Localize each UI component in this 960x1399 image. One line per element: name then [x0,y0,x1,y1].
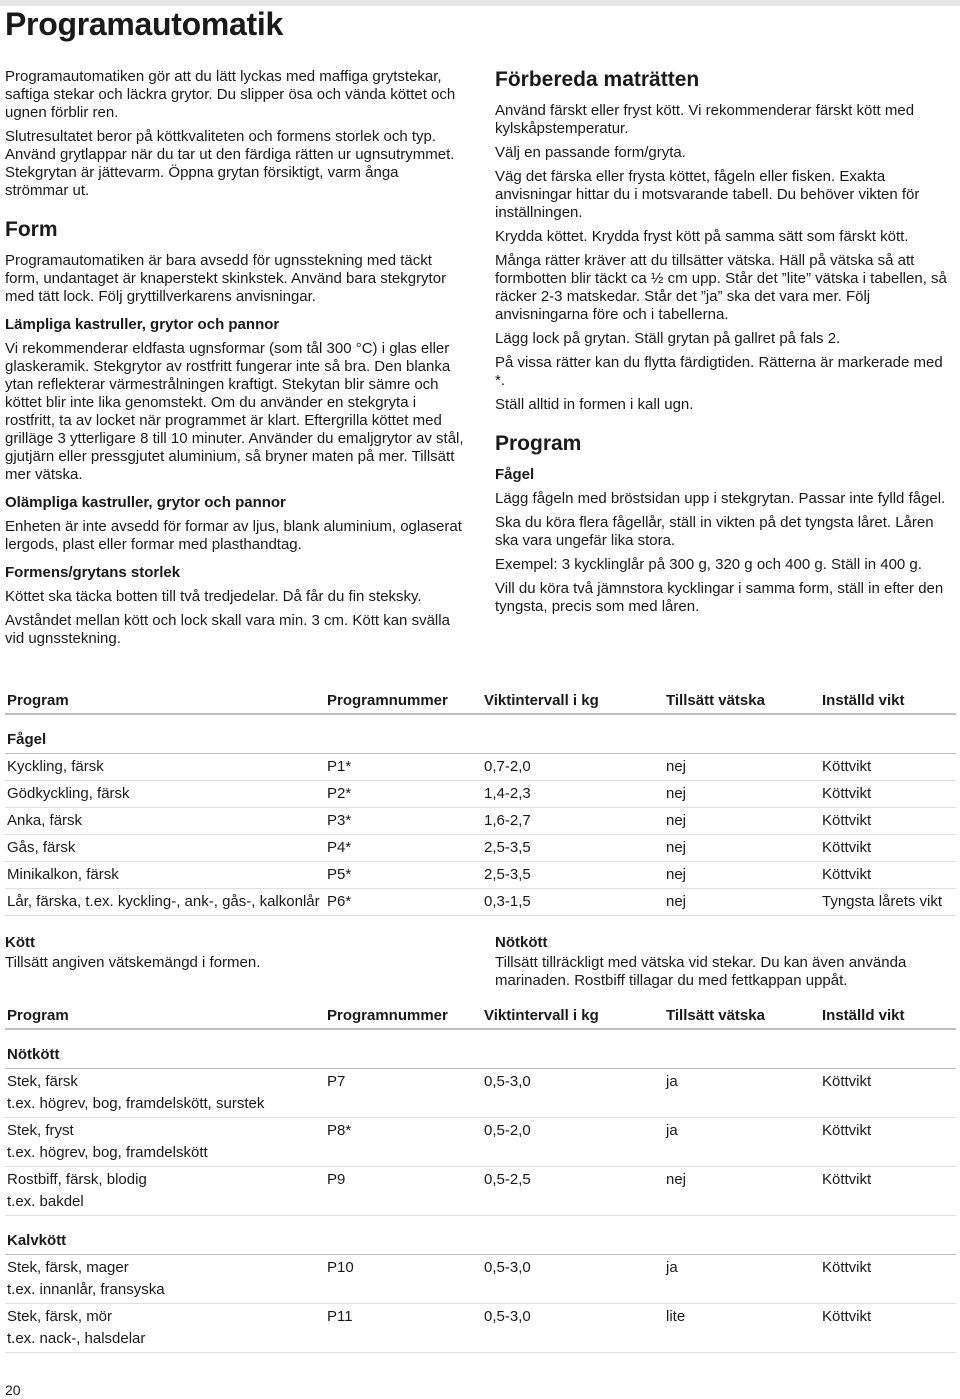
beef-paragraph: Tillsätt tillräckligt med vätska vid stekar. Du kan även använda marinaden. Rostbiff tillagar du med fettkappan uppåt. [495,954,907,989]
prep-paragraph: Krydda köttet. Krydda fryst kött på samma sätt som färskt kött. [495,228,909,245]
table-subrow [5,1191,956,1216]
cell-number: P4* [325,835,482,862]
cell-set-weight: Köttvikt [822,1122,872,1139]
cell-example: t.ex. högrev, bog, framdelskött, surstek [5,1093,956,1118]
table-subrow [5,1142,956,1167]
cell-program: Anka, färsk [5,808,325,835]
cell-weight: 0,5-3,0 [484,1259,531,1276]
meat-heading: Kött [5,934,35,951]
cell-example: t.ex. innanlår, fransyska [5,1279,956,1304]
cell-number: P5* [325,862,482,889]
cell-program: Kyckling, färsk [5,754,325,781]
table-group-row [5,1029,956,1069]
size-paragraph: Avståndet mellan kött och lock skall vara min. 3 cm. Kött kan svälla vid ugnsstekning. [5,612,450,647]
meat-paragraph: Tillsätt angiven vätskemängd i formen. [5,954,261,971]
table-row [5,862,956,889]
form-paragraph: Programautomatiken är bara avsedd för ugnsstekning med täckt form, undantaget är knaperstekt skinkstek. Använd bara stekgrytor med tätt lock. Följ gryttillverkarens anvisningar. [5,252,447,305]
bird-heading: Fågel [495,466,535,483]
header-program-number: Programnummer [325,1001,482,1029]
cell-number: P3* [325,808,482,835]
beef-heading: Nötkött [495,934,548,951]
cell-liquid: nej [664,835,820,862]
cell-liquid: nej [664,808,820,835]
cell-liquid: nej [664,862,820,889]
right-column [495,68,955,622]
suitable-paragraph: Vi rekommenderar eldfasta ugnsformar (som tål 300 °C) i glas eller glaskeramik. Stekgrytor av rostfritt fungerar inte så bra. Den blanka ytan reflekterar värmestrålningen kraftigt. Stekytan blir sämre och köttet blir inte lika genomstekt. Om du använder en stekgryta i rostfritt, ta av locket när programmet är klart. Eftergrilla köttet med grilläge 3 ytterligare 8 till 10 minuter. Använder du emaljgrytor av stål, gjutjärn eller pressgjutet aluminium, så bryner maten på mer. Tillsätt mer vätska. [5,340,464,483]
table-group-row [5,1216,956,1255]
cell-liquid: nej [664,754,820,781]
table-row [5,1069,956,1094]
header-add-liquid: Tillsätt vätska [664,686,820,714]
cell-set-weight: Köttvikt [820,862,956,889]
cell-weight: 2,5-3,5 [482,862,664,889]
table-row [5,808,956,835]
cell-example: t.ex. bakdel [5,1191,956,1216]
table-subrow [5,1279,956,1304]
cell-set-weight: Köttvikt [822,1308,872,1325]
cell-program: Stek, fryst [7,1122,74,1139]
table-row [5,1167,956,1192]
cell-liquid: nej [664,889,820,916]
header-add-liquid: Tillsätt vätska [664,1001,820,1029]
table-row [5,1304,956,1329]
cell-weight: 0,5-3,0 [484,1308,531,1325]
bird-paragraph: Lägg fågeln med bröstsidan upp i stekgrytan. Passar inte fylld fågel. [495,490,946,507]
cell-weight: 1,4-2,3 [482,781,664,808]
prep-paragraph: På vissa rätter kan du flytta färdigtiden. Rätterna är markerade med *. [495,354,943,389]
table-row [5,835,956,862]
header-program: Program [5,1001,325,1029]
table-row [5,889,956,916]
meat-note [5,934,465,972]
cell-weight: 0,3-1,5 [482,889,664,916]
cell-set-weight: Köttvikt [822,1073,872,1090]
prep-paragraph: Välj en passande form/gryta. [495,144,686,161]
cell-program: Stek, färsk, mager [7,1259,129,1276]
prep-paragraph: Väg det färska eller frysta köttet, fågeln eller fisken. Exakta anvisningar hittar du i motsvarande tabell. Du behöver vikten för inställningen. [495,168,920,221]
form-heading: Form [5,218,58,241]
cell-weight: 2,5-3,5 [482,835,664,862]
prep-paragraph: Ställ alltid in formen i kall ugn. [495,396,694,413]
unsuitable-heading: Olämpliga kastruller, grytor och pannor [5,494,286,511]
cell-number: P11 [327,1308,353,1325]
group-label: Kalvkött [5,1216,956,1255]
cell-number: P8* [327,1122,352,1139]
cell-example: t.ex. nack-, halsdelar [5,1328,956,1353]
table-group-row [5,714,956,754]
prep-heading: Förbereda maträtten [495,68,700,91]
prep-paragraph: Lägg lock på grytan. Ställ grytan på gallret på fals 2. [495,330,841,347]
beef-note [495,934,955,990]
cell-liquid: nej [664,781,820,808]
header-weight-range: Viktintervall i kg [482,1001,664,1029]
cell-number: P1* [325,754,482,781]
cell-liquid: nej [666,1171,687,1188]
prep-paragraph: Använd färskt eller fryst kött. Vi rekommenderar färskt kött med kylskåpstemperatur. [495,102,915,137]
cell-number: P9 [327,1171,346,1188]
table-header-row [5,686,956,714]
cell-number: P6* [325,889,482,916]
header-program-number: Programnummer [325,686,482,714]
cell-liquid: ja [666,1259,678,1276]
cell-number: P2* [325,781,482,808]
table-row [5,1118,956,1143]
table-subrow [5,1328,956,1353]
cell-number: P7 [327,1073,346,1090]
page-number: 20 [5,1382,21,1398]
cell-set-weight: Köttvikt [822,1171,872,1188]
suitable-heading: Lämpliga kastruller, grytor och pannor [5,316,280,333]
cell-example: t.ex. högrev, bog, framdelskött [5,1142,956,1167]
cell-program: Minikalkon, färsk [5,862,325,889]
header-set-weight: Inställd vikt [820,1001,956,1029]
cell-liquid: ja [666,1122,678,1139]
group-label: Fågel [5,714,956,754]
cell-set-weight: Köttvikt [820,835,956,862]
table-row [5,1255,956,1280]
header-set-weight: Inställd vikt [820,686,956,714]
table-subrow [5,1093,956,1118]
cell-weight: 1,6-2,7 [482,808,664,835]
bird-paragraph: Vill du köra två jämnstora kycklingar i samma form, ställ in efter den tyngsta, precis som med låren. [495,580,944,615]
header-weight-range: Viktintervall i kg [482,686,664,714]
intro-paragraph: Slutresultatet beror på köttkvaliteten och formens storlek och typ. Använd grytlappar när du tar ut den färdiga rätten ur ugnsutrymmet. Stekgrytan är jättevarm. Öppna grytan försiktigt, varm ånga strömmar ut. [5,128,455,199]
size-paragraph: Köttet ska täcka botten till två tredjedelar. Då får du fin steksky. [5,588,422,605]
cell-weight: 0,7-2,0 [482,754,664,781]
cell-set-weight: Tyngsta lårets vikt [820,889,956,916]
cell-number: P10 [327,1259,354,1276]
cell-program: Stek, färsk, mör [7,1308,113,1325]
program-heading: Program [495,432,582,455]
table-row [5,781,956,808]
size-heading: Formens/grytans storlek [5,564,181,581]
cell-liquid: ja [666,1073,678,1090]
poultry-table [5,686,956,916]
cell-liquid: lite [666,1308,686,1325]
bird-paragraph: Exempel: 3 kycklinglår på 300 g, 320 g och 400 g. Ställ in 400 g. [495,556,922,573]
table-header-row [5,1001,956,1029]
cell-program: Lår, färska, t.ex. kyckling-, ank-, gås-, kalkonlår [5,889,325,916]
cell-program: Gås, färsk [5,835,325,862]
unsuitable-paragraph: Enheten är inte avsedd för formar av ljus, blank aluminium, oglaserat lergods, plast eller formar med plasthandtag. [5,518,462,553]
cell-program: Stek, färsk [7,1073,78,1090]
cell-weight: 0,5-2,5 [484,1171,531,1188]
cell-weight: 0,5-3,0 [484,1073,531,1090]
bird-paragraph: Ska du köra flera fågellår, ställ in vikten på det tyngsta låret. Låren ska vara ungefär lika stora. [495,514,934,549]
intro-paragraph: Programautomatiken gör att du lätt lyckas med maffiga grytstekar, saftiga stekar och läckra grytor. Du slipper ösa och vända köttet och ugnen förblir ren. [5,68,456,121]
group-label: Nötkött [5,1029,956,1069]
cell-set-weight: Köttvikt [822,1259,872,1276]
table-row [5,754,956,781]
cell-set-weight: Köttvikt [820,754,956,781]
page-title: Programautomatik [5,6,283,42]
cell-weight: 0,5-2,0 [484,1122,531,1139]
meat-table [5,1001,956,1353]
cell-program: Rostbiff, färsk, blodig [7,1171,147,1188]
header-program: Program [5,686,325,714]
left-column [5,68,465,654]
cell-set-weight: Köttvikt [820,781,956,808]
cell-set-weight: Köttvikt [820,808,956,835]
prep-paragraph: Många rätter kräver att du tillsätter vätska. Häll på vätska så att formbotten blir täckt ca ½ cm upp. Står det ”lite” vätska i tabellen, så räcker 2-3 matskedar. Står det ”ja” ska det vara mer. Följ anvisningarna före och i tabellerna. [495,252,947,323]
cell-program: Gödkyckling, färsk [5,781,325,808]
